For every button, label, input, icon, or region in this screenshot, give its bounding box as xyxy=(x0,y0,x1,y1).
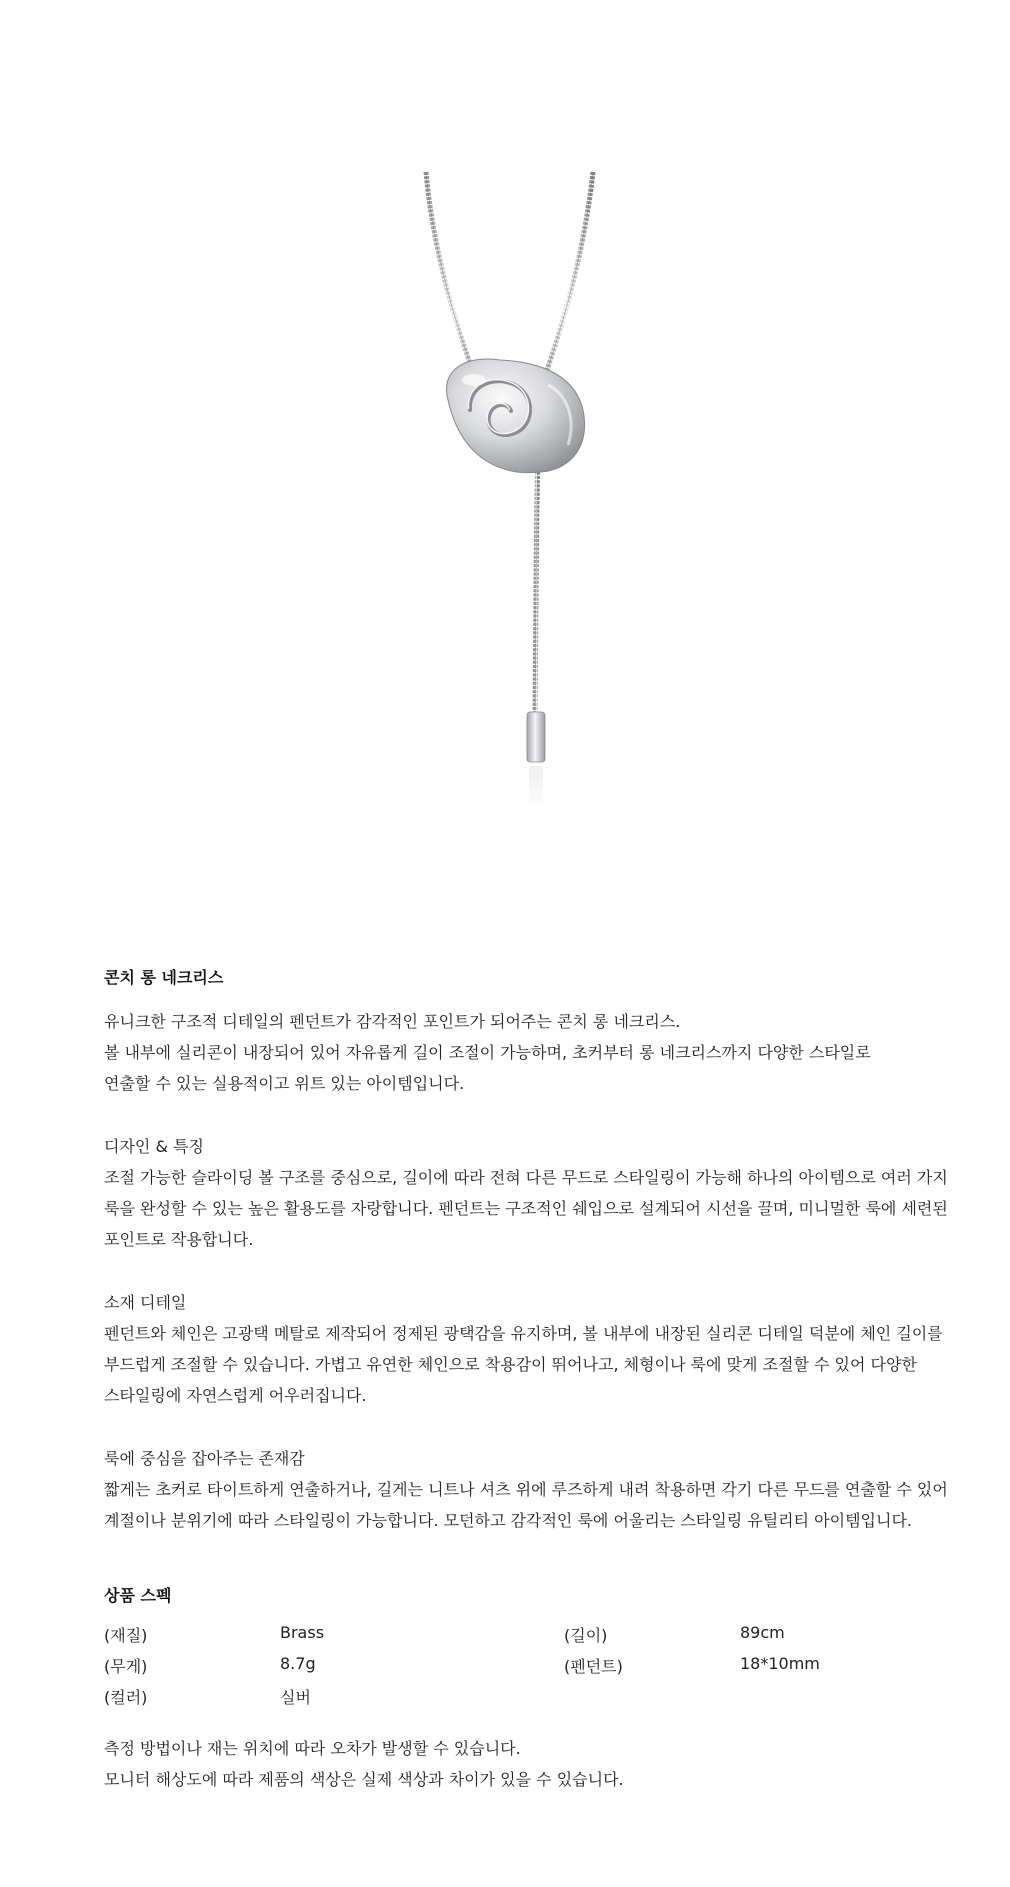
shell-pendant xyxy=(447,359,585,473)
disclaimer-notes xyxy=(104,1733,624,1795)
note-line: 측정 방법이나 재는 위치에 따라 오차가 발생할 수 있습니다. xyxy=(104,1739,521,1758)
section-heading: 룩에 중심을 잡아주는 존재감 xyxy=(104,1449,305,1468)
section-line: 조절 가능한 슬라이딩 볼 구조를 중심으로, 길이에 따라 전혀 다른 무드로 스타일링이 가능해 하나의 아이템으로 여러 가지 xyxy=(104,1168,948,1187)
spec-label: (길이) xyxy=(564,1626,608,1645)
section-heading: 디자인 & 특징 xyxy=(104,1137,204,1156)
spec-value: Brass xyxy=(280,1623,325,1642)
product-title: 콘치 롱 네크리스 xyxy=(104,968,224,987)
section-presence xyxy=(104,1443,948,1536)
spec-row xyxy=(104,1685,914,1716)
section-heading: 소재 디테일 xyxy=(104,1293,187,1312)
section-line: 짧게는 초커로 타이트하게 연출하거나, 길게는 니트나 셔츠 위에 루즈하게 내려 착용하면 각기 다른 무드를 연출할 수 있어 xyxy=(104,1480,948,1499)
spec-label: (재질) xyxy=(104,1626,148,1645)
intro-line: 볼 내부에 실리콘이 내장되어 있어 자유롭게 길이 조절이 가능하며, 초커부터 롱 네크리스까지 다양한 스타일로 xyxy=(104,1043,871,1062)
spec-value: 18*10mm xyxy=(740,1654,820,1673)
spec-table xyxy=(104,1623,914,1716)
spec-value: 실버 xyxy=(280,1688,311,1707)
section-line: 펜던트와 체인은 고광택 메탈로 제작되어 정제된 광택감을 유지하며, 볼 내부에 내장된 실리콘 디테일 덕분에 체인 길이를 xyxy=(104,1324,943,1343)
section-line: 부드럽게 조절할 수 있습니다. 가볍고 유연한 체인으로 착용감이 뛰어나고, 체형이나 룩에 맞게 조절할 수 있어 다양한 xyxy=(104,1355,917,1374)
spec-label: (펜던트) xyxy=(564,1657,623,1676)
spec-label: (무게) xyxy=(104,1657,148,1676)
spec-label: (컬러) xyxy=(104,1688,148,1707)
spec-value: 8.7g xyxy=(280,1654,316,1673)
section-design xyxy=(104,1131,948,1255)
chain-end-cap xyxy=(527,712,545,811)
note-line: 모니터 해상도에 따라 제품의 색상은 실제 색상과 차이가 있을 수 있습니다. xyxy=(104,1770,624,1789)
intro-line: 유니크한 구조적 디테일의 펜던트가 감각적인 포인트가 되어주는 콘치 롱 네크리스. xyxy=(104,1012,681,1031)
section-line: 스타일링에 자연스럽게 어우러집니다. xyxy=(104,1386,367,1405)
product-intro xyxy=(104,1006,871,1099)
spec-value: 89cm xyxy=(740,1623,785,1642)
spec-row xyxy=(104,1654,914,1685)
section-line: 계절이나 분위기에 따라 스타일링이 가능합니다. 모던하고 감각적인 룩에 어울리는 스타일링 유틸리티 아이템입니다. xyxy=(104,1511,913,1530)
right-chain xyxy=(540,172,593,390)
section-material xyxy=(104,1287,943,1411)
spec-row xyxy=(104,1623,914,1654)
section-line: 룩을 완성할 수 있는 높은 활용도를 자랑합니다. 펜던트는 구조적인 쉐입으로 설계되어 시선을 끌며, 미니멀한 룩에 세련된 xyxy=(104,1199,948,1218)
spec-title: 상품 스펙 xyxy=(104,1586,172,1605)
product-photo xyxy=(0,0,1010,900)
intro-line: 연출할 수 있는 실용적이고 위트 있는 아이템입니다. xyxy=(104,1074,465,1093)
section-line: 포인트로 작용합니다. xyxy=(104,1230,254,1249)
